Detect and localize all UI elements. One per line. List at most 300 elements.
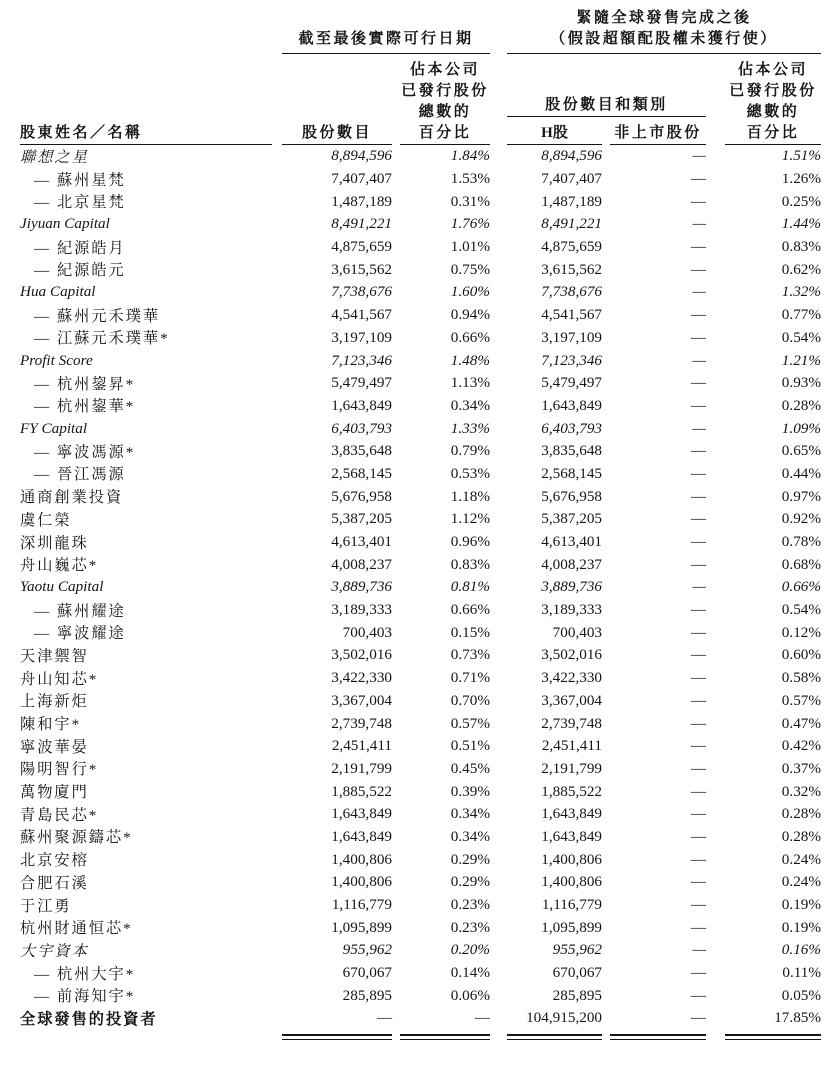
shareholder-name: 深圳龍珠 <box>20 534 89 552</box>
shareholder-name: — 晉江馮源 <box>34 466 126 484</box>
cell-pct-post: 0.19% <box>781 918 822 936</box>
shareholder-name: — 寧波馮源* <box>34 443 136 461</box>
cell-pct-current: 1.76% <box>450 215 491 233</box>
cell-unlisted-shares: — <box>690 782 707 800</box>
cell-pct-current: 0.83% <box>450 555 491 573</box>
table-row <box>20 621 821 644</box>
table-row <box>20 690 821 713</box>
pct-label-current <box>400 60 490 145</box>
table-row <box>20 803 821 826</box>
cell-h-shares: 1,116,779 <box>541 896 603 914</box>
shareholder-name: 于江勇 <box>20 897 72 915</box>
cell-pct-current: 0.94% <box>450 306 491 324</box>
cell-h-shares: 7,738,676 <box>541 283 603 301</box>
rule-pct-current <box>392 1030 490 1044</box>
cell-shares-current: 1,643,849 <box>331 396 392 414</box>
cell-unlisted-shares: — <box>692 215 707 233</box>
cell-shares-current: 1,400,806 <box>331 850 392 868</box>
cell-unlisted-shares: — <box>690 986 707 1004</box>
cell-h-shares: 8,894,596 <box>541 147 603 165</box>
cell-pct-current: 1.53% <box>450 170 491 188</box>
cell-h-shares: 1,095,899 <box>541 918 603 936</box>
pct-label-post <box>725 60 821 145</box>
cell-unlisted-shares: — <box>690 850 707 868</box>
cell-pct-post: 0.44% <box>781 464 822 482</box>
shareholder-name: 天津禦智 <box>20 647 89 665</box>
cell-pct-post: 1.09% <box>781 419 822 437</box>
cell-pct-post: 0.47% <box>781 714 822 732</box>
cell-shares-current: 3,197,109 <box>331 328 392 346</box>
cell-pct-current: 0.70% <box>450 691 491 709</box>
shareholder-name: 全球發售的投資者 <box>20 1010 158 1028</box>
pct-line-1: 佔本公司 <box>410 62 481 78</box>
cell-unlisted-shares: — <box>690 623 707 641</box>
cell-unlisted-shares: — <box>692 283 707 301</box>
h-shares-label: H股 <box>507 123 602 145</box>
cell-pct-post: 0.28% <box>781 827 822 845</box>
cell-pct-current: 0.79% <box>450 442 491 460</box>
cell-pct-current: 0.34% <box>450 805 491 823</box>
cell-h-shares: 3,502,016 <box>541 646 603 664</box>
cell-unlisted-shares: — <box>690 170 707 188</box>
cell-shares-current: 3,189,333 <box>331 601 392 619</box>
cell-shares-current: 5,387,205 <box>331 510 392 528</box>
shareholder-name: — 江蘇元禾璞華* <box>34 330 170 348</box>
cell-unlisted-shares: — <box>690 873 707 891</box>
cell-pct-post: 0.77% <box>781 306 822 324</box>
cell-h-shares: 285,895 <box>552 986 603 1004</box>
cell-unlisted-shares: — <box>690 238 707 256</box>
cell-h-shares: 2,191,799 <box>541 759 603 777</box>
cell-h-shares: 104,915,200 <box>526 1009 603 1027</box>
cell-h-shares: 1,885,522 <box>541 782 603 800</box>
shareholder-name: — 蘇州元禾璞華 <box>34 307 161 325</box>
shareholder-name: 杭州財通恒芯* <box>20 920 133 938</box>
cell-pct-current: 0.96% <box>450 533 491 551</box>
cell-pct-current: 0.23% <box>450 896 491 914</box>
cell-pct-current: 0.51% <box>450 737 491 755</box>
cell-h-shares: 1,643,849 <box>541 827 603 845</box>
group-current-label: 截至最後實際可行日期 <box>282 29 490 54</box>
rule-spacer <box>20 1030 272 1044</box>
cell-h-shares: 3,889,736 <box>541 578 603 596</box>
table-row <box>20 735 821 758</box>
bottom-double-rule-row <box>20 1030 821 1044</box>
cell-shares-current: 4,875,659 <box>331 238 392 256</box>
cell-h-shares: 2,739,748 <box>541 714 603 732</box>
cell-pct-post: 0.97% <box>781 487 822 505</box>
cell-pct-post: 1.51% <box>781 147 822 165</box>
table-row <box>20 644 821 667</box>
shareholder-name: Hua Capital <box>20 283 96 301</box>
cell-pct-post: 0.54% <box>781 601 822 619</box>
cell-shares-current: 7,738,676 <box>331 283 392 301</box>
table-row <box>20 258 821 281</box>
cell-shares-current: 2,191,799 <box>331 759 392 777</box>
table-row <box>20 939 821 962</box>
shareholder-name: Profit Score <box>20 351 93 369</box>
table-row <box>20 962 821 985</box>
cell-unlisted-shares: — <box>690 737 707 755</box>
cell-unlisted-shares: — <box>690 827 707 845</box>
pct-line-3: 總數的 <box>746 104 800 120</box>
cell-unlisted-shares: — <box>692 941 707 959</box>
cell-unlisted-shares: — <box>690 918 707 936</box>
cell-shares-current: 7,407,407 <box>331 170 392 188</box>
cell-pct-post: 0.78% <box>781 533 822 551</box>
cell-h-shares: 955,962 <box>552 941 603 959</box>
cell-pct-current: 0.66% <box>450 328 491 346</box>
cell-pct-post: 0.68% <box>781 555 822 573</box>
table-footer <box>20 1030 821 1044</box>
cell-unlisted-shares: — <box>692 578 707 596</box>
shares-class-label: 股份數目和類別 <box>507 95 706 117</box>
cell-unlisted-shares: — <box>690 646 707 664</box>
table-row <box>20 395 821 418</box>
cell-pct-post: 0.54% <box>781 328 822 346</box>
cell-h-shares: 1,400,806 <box>541 850 603 868</box>
cell-unlisted-shares: — <box>690 442 707 460</box>
cell-unlisted-shares: — <box>690 1009 707 1027</box>
cell-unlisted-shares: — <box>690 374 707 392</box>
shareholder-name: 舟山巍芯* <box>20 557 99 575</box>
header-group-row <box>20 8 821 54</box>
shareholder-name: 陽明智行* <box>20 761 99 779</box>
cell-pct-current: 1.13% <box>450 374 491 392</box>
group-post-label-line1: 緊隨全球發售完成之後 <box>576 10 752 26</box>
cell-pct-post: 1.21% <box>781 351 822 369</box>
header-pct-current <box>392 54 490 145</box>
cell-pct-post: 0.32% <box>781 782 822 800</box>
cell-h-shares: 4,541,567 <box>541 306 603 324</box>
table-row <box>20 848 821 871</box>
cell-h-shares: 4,008,237 <box>541 555 603 573</box>
cell-shares-current: 4,008,237 <box>331 555 392 573</box>
cell-unlisted-shares: — <box>690 714 707 732</box>
table-row <box>20 826 821 849</box>
table-row <box>20 599 821 622</box>
cell-shares-current: 5,479,497 <box>331 374 392 392</box>
cell-pct-post: 0.93% <box>781 374 822 392</box>
table-row <box>20 463 821 486</box>
cell-shares-current: 1,116,779 <box>331 896 392 914</box>
total-row <box>20 1007 821 1030</box>
cell-h-shares: 670,067 <box>552 964 603 982</box>
header-shareholder-name <box>20 54 272 145</box>
cell-pct-current: — <box>474 1009 491 1027</box>
cell-pct-current: 1.33% <box>450 419 491 437</box>
cell-unlisted-shares: — <box>690 669 707 687</box>
table-row <box>20 508 821 531</box>
cell-shares-current: 3,615,562 <box>331 260 392 278</box>
cell-pct-current: 0.20% <box>450 941 491 959</box>
cell-unlisted-shares: — <box>690 192 707 210</box>
table-row <box>20 576 821 599</box>
cell-unlisted-shares: — <box>692 351 707 369</box>
table-row <box>20 984 821 1007</box>
shareholder-name: — 蘇州耀途 <box>34 602 126 620</box>
cell-shares-current: 2,739,748 <box>331 714 392 732</box>
shareholder-name: — 杭州鋆昇* <box>34 375 136 393</box>
cell-h-shares: 1,400,806 <box>541 873 603 891</box>
cell-pct-current: 0.66% <box>450 601 491 619</box>
table-row <box>20 213 821 236</box>
shareholder-name: — 杭州鋆華* <box>34 398 136 416</box>
header-column-row <box>20 54 821 145</box>
cell-shares-current: 3,835,648 <box>331 442 392 460</box>
pct-line-4: 百分比 <box>418 125 472 141</box>
cell-pct-post: 0.19% <box>781 896 822 914</box>
cell-pct-post: 0.42% <box>781 737 822 755</box>
shareholder-name: — 杭州大宇* <box>34 965 136 983</box>
shareholder-name: 通商創業投資 <box>20 489 124 507</box>
cell-unlisted-shares: — <box>690 260 707 278</box>
cell-pct-current: 1.84% <box>450 147 491 165</box>
table-row <box>20 349 821 372</box>
cell-pct-post: 0.58% <box>781 669 822 687</box>
cell-pct-current: 0.06% <box>450 986 491 1004</box>
cell-h-shares: 5,676,958 <box>541 487 603 505</box>
pct-line-2: 已發行股份 <box>401 83 489 99</box>
cell-pct-post: 0.05% <box>781 986 822 1004</box>
table-row <box>20 304 821 327</box>
cell-pct-current: 0.31% <box>450 192 491 210</box>
table-row <box>20 372 821 395</box>
cell-pct-post: 0.28% <box>781 396 822 414</box>
header-group-current <box>272 8 490 54</box>
cell-unlisted-shares: — <box>690 555 707 573</box>
table-row <box>20 553 821 576</box>
header-group-post-offering <box>490 8 821 54</box>
cell-h-shares: 5,479,497 <box>541 374 603 392</box>
cell-pct-current: 0.81% <box>450 578 491 596</box>
cell-pct-current: 0.75% <box>450 260 491 278</box>
shareholder-name: — 寧波耀途 <box>34 625 126 643</box>
cell-shares-current: 1,400,806 <box>331 873 392 891</box>
cell-unlisted-shares: — <box>690 396 707 414</box>
cell-unlisted-shares: — <box>690 805 707 823</box>
cell-h-shares: 5,387,205 <box>541 510 603 528</box>
rule-h-shares <box>490 1030 602 1044</box>
shareholder-name: 上海新炬 <box>20 693 89 711</box>
cell-pct-post: 1.32% <box>781 283 822 301</box>
cell-pct-current: 0.15% <box>450 623 491 641</box>
cell-h-shares: 2,451,411 <box>541 737 603 755</box>
cell-h-shares: 3,189,333 <box>541 601 603 619</box>
cell-pct-current: 0.39% <box>450 782 491 800</box>
cell-shares-current: 8,491,221 <box>331 215 392 233</box>
cell-h-shares: 3,615,562 <box>541 260 603 278</box>
cell-pct-post: 0.62% <box>781 260 822 278</box>
cell-shares-current: 4,541,567 <box>331 306 392 324</box>
table-row <box>20 145 821 168</box>
header-shares-current <box>272 54 392 145</box>
table-row <box>20 531 821 554</box>
shareholder-name: 虞仁榮 <box>20 511 72 529</box>
pct-line-1: 佔本公司 <box>738 62 809 78</box>
unlisted-shares-label: 非上市股份 <box>610 123 706 145</box>
cell-shares-current: 2,568,145 <box>331 464 392 482</box>
cell-shares-current: 3,502,016 <box>331 646 392 664</box>
shareholding-table <box>20 8 821 1044</box>
pct-line-3: 總數的 <box>418 104 472 120</box>
table-row <box>20 440 821 463</box>
cell-shares-current: 6,403,793 <box>331 419 392 437</box>
cell-pct-post: 0.24% <box>781 873 822 891</box>
cell-h-shares: 8,491,221 <box>541 215 603 233</box>
cell-h-shares: 3,367,004 <box>541 691 603 709</box>
pct-line-2: 已發行股份 <box>729 83 817 99</box>
cell-h-shares: 6,403,793 <box>541 419 603 437</box>
cell-pct-current: 0.73% <box>450 646 491 664</box>
table-body <box>20 145 821 1030</box>
shareholder-name: — 紀源皓月 <box>34 239 126 257</box>
cell-shares-current: 4,613,401 <box>331 533 392 551</box>
cell-unlisted-shares: — <box>690 691 707 709</box>
cell-h-shares: 7,123,346 <box>541 351 603 369</box>
pct-line-4: 百分比 <box>746 125 800 141</box>
shareholder-name: — 北京星梵 <box>34 194 126 212</box>
cell-h-shares: 3,422,330 <box>541 669 603 687</box>
cell-unlisted-shares: — <box>692 147 707 165</box>
cell-shares-current: 1,487,189 <box>331 192 392 210</box>
cell-pct-current: 1.01% <box>450 238 491 256</box>
cell-pct-current: 0.23% <box>450 918 491 936</box>
cell-h-shares: 1,643,849 <box>541 396 603 414</box>
table-row <box>20 894 821 917</box>
shareholder-name: 陳和宇* <box>20 716 82 734</box>
shareholder-name: Yaotu Capital <box>20 578 104 596</box>
cell-unlisted-shares: — <box>690 306 707 324</box>
table-row <box>20 485 821 508</box>
cell-unlisted-shares: — <box>690 896 707 914</box>
rule-shares-current <box>272 1030 392 1044</box>
cell-h-shares: 3,835,648 <box>541 442 603 460</box>
cell-unlisted-shares: — <box>690 328 707 346</box>
shareholder-name-label: 股東姓名／名稱 <box>20 123 272 145</box>
shareholder-name: 寧波華晏 <box>20 738 89 756</box>
cell-unlisted-shares: — <box>692 419 707 437</box>
cell-pct-post: 0.66% <box>781 578 822 596</box>
cell-pct-post: 0.92% <box>781 510 822 528</box>
cell-h-shares: 700,403 <box>552 623 603 641</box>
cell-pct-post: 0.57% <box>781 691 822 709</box>
cell-shares-current: 3,889,736 <box>331 578 392 596</box>
cell-shares-current: 1,643,849 <box>331 805 392 823</box>
cell-h-shares: 1,487,189 <box>541 192 603 210</box>
cell-unlisted-shares: — <box>690 759 707 777</box>
cell-shares-current: 1,885,522 <box>331 782 392 800</box>
table-row <box>20 327 821 350</box>
cell-shares-current: 3,367,004 <box>331 691 392 709</box>
cell-pct-current: 0.29% <box>450 850 491 868</box>
header-shares-class-group <box>490 54 706 145</box>
shareholder-name: 萬物廈門 <box>20 784 89 802</box>
cell-shares-current: 5,676,958 <box>331 487 392 505</box>
cell-pct-post: 0.28% <box>781 805 822 823</box>
cell-h-shares: 7,407,407 <box>541 170 603 188</box>
cell-h-shares: 1,643,849 <box>541 805 603 823</box>
cell-h-shares: 2,568,145 <box>541 464 603 482</box>
cell-pct-post: 1.26% <box>781 170 822 188</box>
cell-shares-current: 7,123,346 <box>331 351 392 369</box>
table-row <box>20 190 821 213</box>
shareholder-name: — 紀源皓元 <box>34 262 126 280</box>
cell-unlisted-shares: — <box>690 533 707 551</box>
shareholder-name: 青島民芯* <box>20 806 99 824</box>
cell-unlisted-shares: — <box>690 510 707 528</box>
table-row <box>20 916 821 939</box>
cell-pct-current: 0.34% <box>450 396 491 414</box>
shareholder-name: FY Capital <box>20 419 88 437</box>
cell-pct-post: 0.16% <box>781 941 822 959</box>
cell-shares-current: 700,403 <box>342 623 392 641</box>
cell-shares-current: 8,894,596 <box>331 147 392 165</box>
shareholder-name: Jiyuan Capital <box>20 215 110 233</box>
cell-pct-post: 1.44% <box>781 215 822 233</box>
table-row <box>20 236 821 259</box>
shareholder-name: 北京安榕 <box>20 852 89 870</box>
cell-pct-current: 0.53% <box>450 464 491 482</box>
table-row <box>20 281 821 304</box>
cell-shares-current: 285,895 <box>342 986 392 1004</box>
cell-pct-current: 1.60% <box>450 283 491 301</box>
cell-pct-current: 0.14% <box>450 964 491 982</box>
table-row <box>20 871 821 894</box>
shareholder-name: — 蘇州星梵 <box>34 171 126 189</box>
cell-shares-current: 3,422,330 <box>331 669 392 687</box>
group-post-label-line2: （假設超額配股權未獲行使） <box>550 31 778 47</box>
cell-pct-current: 0.34% <box>450 827 491 845</box>
cell-shares-current: 1,643,849 <box>331 827 392 845</box>
cell-unlisted-shares: — <box>690 601 707 619</box>
shareholder-name: 舟山知芯* <box>20 670 99 688</box>
shares-label: 股份數目 <box>282 123 392 145</box>
cell-shares-current: 1,095,899 <box>331 918 392 936</box>
cell-unlisted-shares: — <box>690 464 707 482</box>
cell-h-shares: 4,875,659 <box>541 238 603 256</box>
table-header <box>20 8 821 145</box>
cell-pct-post: 17.85% <box>774 1009 822 1027</box>
cell-pct-post: 0.60% <box>781 646 822 664</box>
shareholder-name: 大宇資本 <box>20 942 89 960</box>
cell-unlisted-shares: — <box>690 964 707 982</box>
cell-pct-current: 0.71% <box>450 669 491 687</box>
shareholder-name: 合肥石溪 <box>20 874 89 892</box>
cell-pct-current: 0.29% <box>450 873 491 891</box>
cell-pct-current: 1.12% <box>450 510 491 528</box>
shareholder-name: — 前海知宇* <box>34 988 136 1006</box>
table-row <box>20 758 821 781</box>
table-row <box>20 712 821 735</box>
cell-pct-current: 1.48% <box>450 351 491 369</box>
cell-pct-current: 0.57% <box>450 714 491 732</box>
table-row <box>20 168 821 191</box>
cell-shares-current: 955,962 <box>342 941 392 959</box>
shareholder-name: 聯想之星 <box>20 148 89 166</box>
cell-pct-post: 0.65% <box>781 442 822 460</box>
table-row <box>20 780 821 803</box>
header-pct-post <box>706 54 821 145</box>
table-row <box>20 417 821 440</box>
cell-pct-post: 0.37% <box>781 759 822 777</box>
shareholder-name: 蘇州聚源鑄芯* <box>20 829 133 847</box>
cell-pct-post: 0.12% <box>781 623 822 641</box>
rule-pct-post <box>706 1030 821 1044</box>
cell-pct-post: 0.83% <box>781 238 822 256</box>
cell-h-shares: 3,197,109 <box>541 328 603 346</box>
cell-pct-post: 0.11% <box>782 964 822 982</box>
